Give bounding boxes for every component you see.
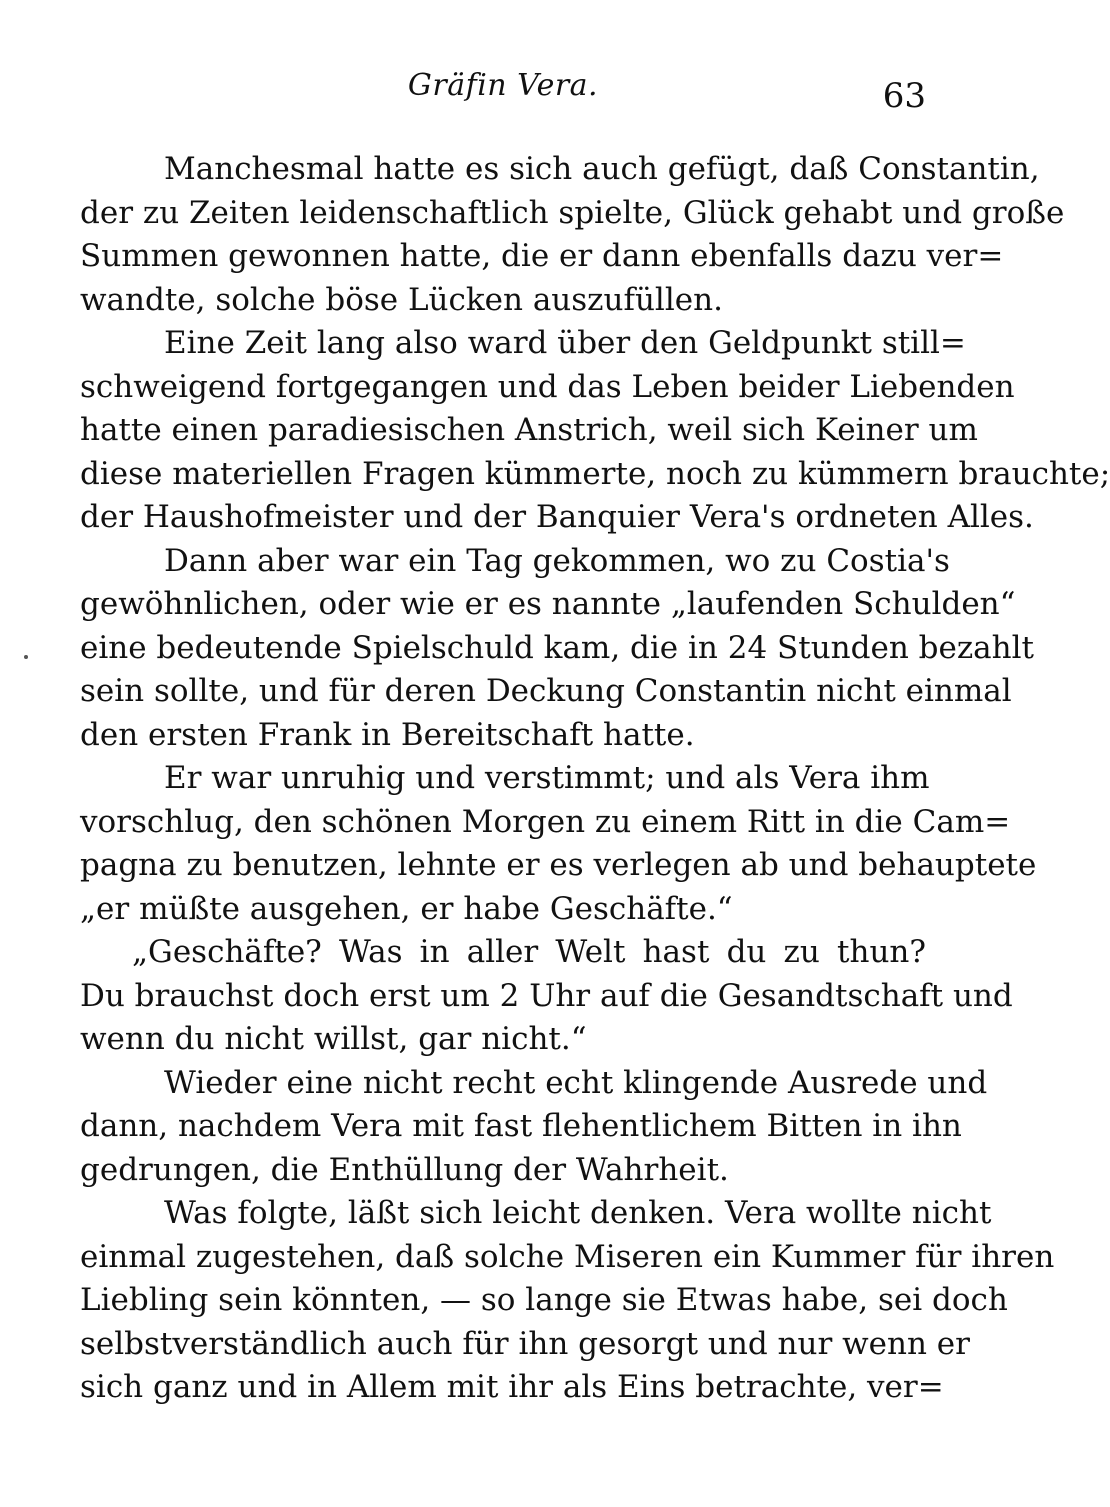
text-line: eine bedeutende Spielschuld kam, die in 24 Stunden bezahlt (80, 629, 1034, 666)
text-line: der Haushofmeister und der Banquier Vera's ordneten Alles. (80, 499, 1034, 535)
text-line: Was folgte, läßt sich leicht denken. Vera wollte nicht (164, 1195, 992, 1231)
text-line: „Geschäfte? Was in aller Welt hast du zu thun? (132, 934, 926, 970)
running-title: Gräfin Vera. (407, 68, 599, 103)
text-line: sein sollte, und für deren Deckung Constantin nicht einmal (80, 673, 1012, 709)
text-line: Er war unruhig und verstimmt; und als Vera ihm (164, 760, 930, 796)
text-line: Dann aber war ein Tag gekommen, wo zu Costia's (164, 542, 950, 579)
text-line: gewöhnlichen, oder wie er es nannte „laufenden Schulden“ (80, 586, 1016, 622)
text-line: Wieder eine nicht recht echt klingende Ausrede und (164, 1064, 988, 1101)
text-line: schweigend fortgegangen und das Leben beider Liebenden (80, 368, 1015, 405)
text-line: wandte, solche böse Lücken auszufüllen. (80, 281, 723, 318)
body-text (80, 148, 1110, 1410)
text-line: diese materiellen Fragen kümmerte, noch zu kümmern brauchte; (80, 455, 1110, 492)
running-head (80, 68, 926, 116)
text-line: selbstverständlich auch für ihn gesorgt und nur wenn er (80, 1325, 970, 1362)
print-speck (24, 655, 28, 659)
text-line: gedrungen, die Enthüllung der Wahrheit. (80, 1151, 729, 1188)
text-line: Liebling sein könnten, — so lange sie Etwas habe, sei doch (80, 1282, 1008, 1318)
text-line: „er müßte ausgehen, er habe Geschäfte.“ (80, 890, 733, 927)
text-line: Du brauchst doch erst um 2 Uhr auf die Gesandtschaft und (80, 977, 1013, 1014)
text-line: Eine Zeit lang also ward über den Geldpunkt still= (164, 325, 966, 361)
text-line: der zu Zeiten leidenschaftlich spielte, Glück gehabt und große (80, 194, 1065, 231)
text-line: sich ganz und in Allem mit ihr als Eins betrachte, ver= (80, 1369, 944, 1405)
text-line: dann, nachdem Vera mit fast flehentlichem Bitten in ihn (80, 1108, 962, 1144)
text-line: vorschlug, den schönen Morgen zu einem Ritt in die Cam= (80, 803, 1011, 840)
text-line: wenn du nicht willst, gar nicht.“ (80, 1021, 587, 1057)
text-line: Manchesmal hatte es sich auch gefügt, daß Constantin, (164, 151, 1040, 187)
text-line: hatte einen paradiesischen Anstrich, weil sich Keiner um (80, 412, 978, 448)
text-line: pagna zu benutzen, lehnte er es verlegen ab und behauptete (80, 847, 1037, 883)
text-line: den ersten Frank in Bereitschaft hatte. (80, 716, 695, 753)
text-line: einmal zugestehen, daß solche Miseren ein Kummer für ihren (80, 1238, 1055, 1275)
page-number: 63 (882, 76, 926, 116)
text-line: Summen gewonnen hatte, die er dann ebenfalls dazu ver= (80, 238, 1004, 274)
